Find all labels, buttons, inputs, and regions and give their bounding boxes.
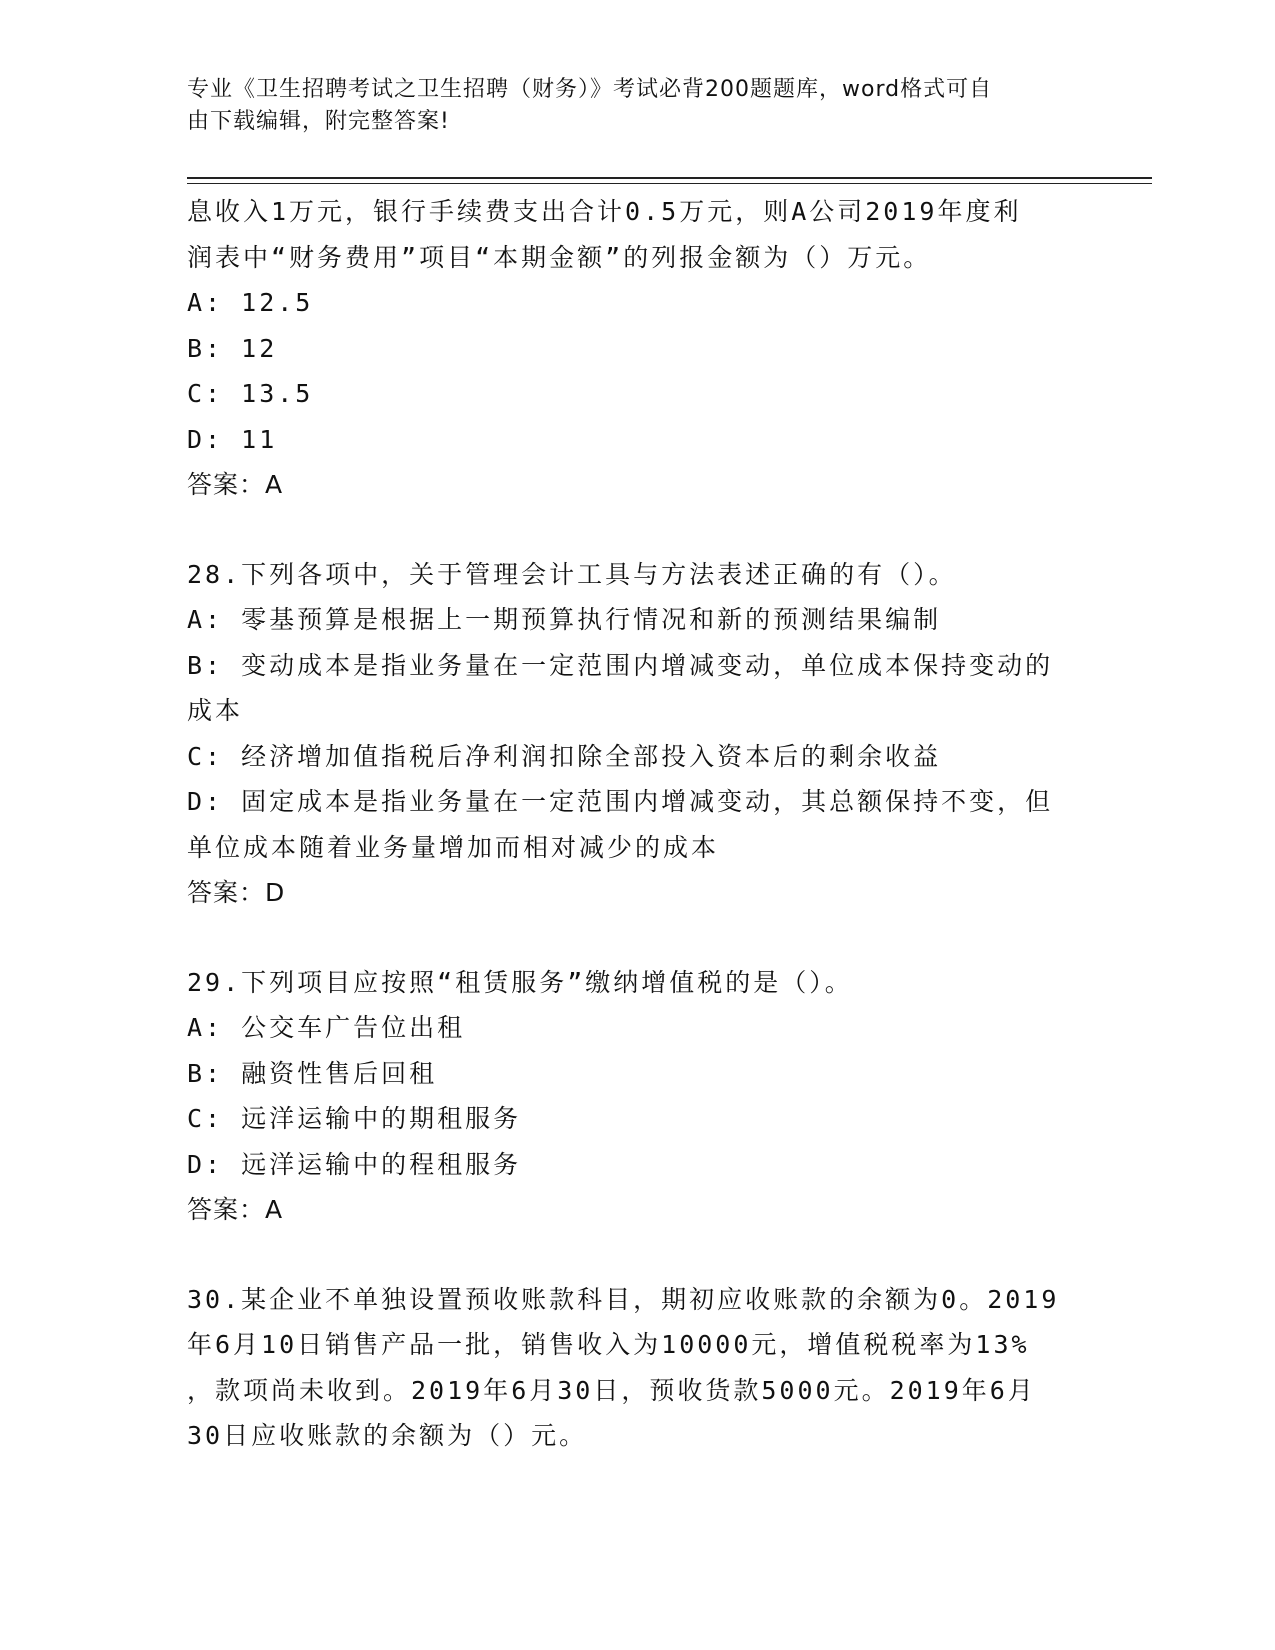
option-a: A: 12.5 [187, 288, 314, 317]
answer-label: 答案：A [187, 1195, 284, 1224]
question-stem-line: 30.某企业不单独设置预收账款科目，期初应收账款的余额为0。2019 [187, 1284, 1060, 1314]
answer-label: 答案：A [187, 470, 284, 499]
option-a: A: 公交车广告位出租 [187, 1013, 466, 1042]
option-b: B: 变动成本是指业务量在一定范围内增减变动，单位成本保持变动的 [187, 650, 1054, 680]
header-divider-thick [187, 177, 1152, 179]
question-stem: 28.下列各项中，关于管理会计工具与方法表述正确的有（）。 [187, 559, 957, 589]
question-stem: 29.下列项目应按照“租赁服务”缴纳增值税的是（）。 [187, 967, 853, 997]
header-line-1: 专业《卫生招聘考试之卫生招聘（财务）》考试必背200题题库，word格式可自 [187, 77, 993, 102]
option-d: D: 固定成本是指业务量在一定范围内增减变动，其总额保持不变，但 [187, 787, 1054, 816]
question-stem-line: 息收入1万元，银行手续费支出合计0.5万元，则A公司2019年度利 [187, 197, 1022, 226]
option-a: A: 零基预算是根据上一期预算执行情况和新的预测结果编制 [187, 605, 942, 634]
option-c: C: 经济增加值指税后净利润扣除全部投入资本后的剩余收益 [187, 741, 942, 771]
option-d: D: 11 [187, 424, 278, 454]
spacer [187, 508, 1087, 552]
option-c: C: 13.5 [187, 379, 314, 408]
header-divider-thin [187, 183, 1152, 184]
question-list [187, 189, 1087, 1459]
option-b: B: 12 [187, 333, 278, 363]
option-d: D: 远洋运输中的程租服务 [187, 1149, 522, 1179]
question-stem-line: 30日应收账款的余额为（）元。 [187, 1421, 588, 1450]
spacer [187, 916, 1087, 960]
question-29 [187, 960, 1087, 1233]
option-b-continued: 成本 [187, 696, 244, 725]
spacer [187, 1233, 1087, 1277]
question-28 [187, 552, 1087, 916]
option-c: C: 远洋运输中的期租服务 [187, 1104, 522, 1133]
question-27-continued [187, 189, 1087, 508]
option-b: B: 融资性售后回租 [187, 1058, 438, 1088]
header-line-2: 由下载编辑，附完整答案! [187, 109, 450, 134]
question-30 [187, 1277, 1087, 1459]
question-stem-line: 润表中“财务费用”项目“本期金额”的列报金额为（）万元。 [187, 242, 932, 272]
document-header [187, 74, 1067, 138]
question-stem-line: 年6月10日销售产品一批，销售收入为10000元，增值税税率为13% [187, 1330, 1030, 1359]
option-d-continued: 单位成本随着业务量增加而相对减少的成本 [187, 832, 720, 862]
question-stem-line: ，款项尚未收到。2019年6月30日，预收货款5000元。2019年6月 [187, 1375, 1036, 1405]
answer-label: 答案：D [187, 878, 286, 907]
